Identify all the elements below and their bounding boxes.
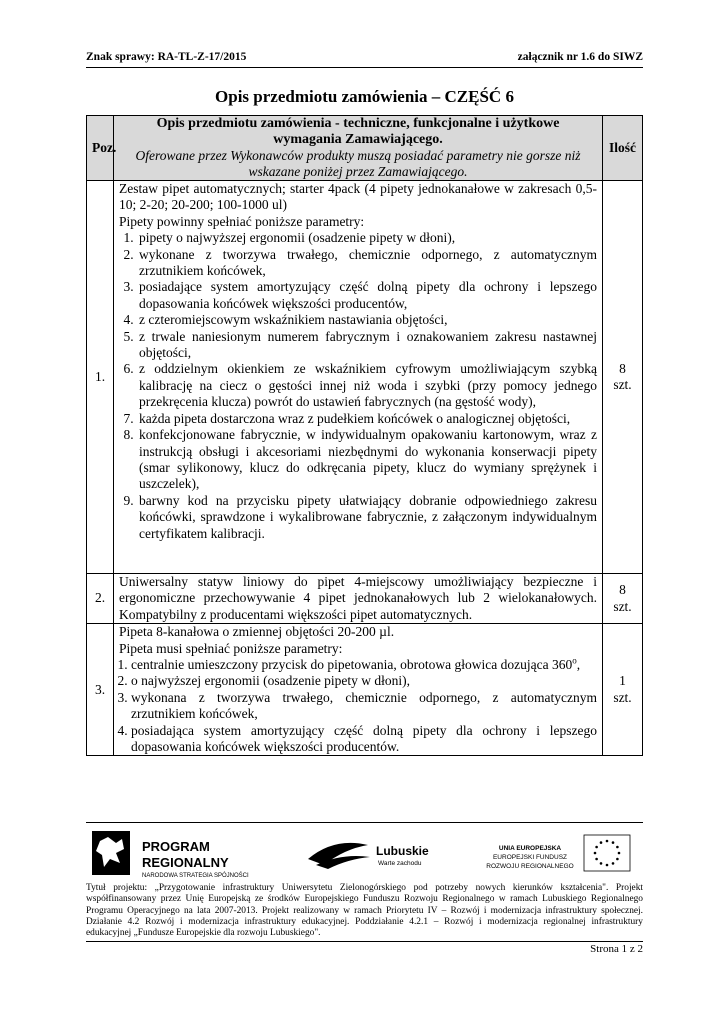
list-item: 3. posiadające system amortyzujący część dolną pipety dla ochrony i lepszego dopasowania końcówek większości producentów, bbox=[137, 279, 597, 312]
row-intro: Zestaw pipet automatycznych; starter 4pack (4 pipety jednokanałowe w zakresach 0,5-10; 2-20; 20-200; 100-1000 ul) bbox=[119, 181, 597, 213]
table-row bbox=[87, 624, 643, 756]
quantity-number: 1 bbox=[619, 673, 626, 689]
list-item: 9. barwny kod na przycisku pipety ułatwiający dobranie odpowiedniego zakresu końcówki, sprawdzone i wykalibrowane fabrycznie, z załączonym indywidualnym certyfikatem kalibracji. bbox=[137, 493, 597, 542]
lubuskie-slogan: Warte zachodu bbox=[378, 860, 422, 867]
row-intro: Pipeta 8-kanałowa o zmiennej objętości 20-200 µl. bbox=[119, 624, 395, 640]
program-line3: NARODOWA STRATEGIA SPÓJNOŚCI bbox=[142, 873, 249, 879]
list-item-end: , bbox=[576, 657, 581, 673]
document-title: Opis przedmiotu zamówienia – CZĘŚĆ 6 bbox=[215, 87, 514, 106]
list-item: 2. o najwyższej ergonomii (osadzenie pipety w dłoni), bbox=[131, 673, 597, 689]
eu-line1: UNIA EUROPEJSKA bbox=[498, 845, 562, 852]
eu-star-icon bbox=[594, 852, 597, 855]
annex-label: załącznik nr 1.6 do SIWZ bbox=[517, 51, 643, 63]
page-header bbox=[86, 51, 643, 68]
row-position: 1. bbox=[87, 181, 114, 574]
case-number: Znak sprawy: RA-TL-Z-17/2015 bbox=[86, 51, 247, 63]
project-footer: Tytuł projektu: „Przygotowanie infrastruktury Uniwersytetu Zielonogórskiego pod potrzeby nowych kierunków kształcenia". Projekt współfinansowany przez Unię Europejską ze środków Europejskiego Funduszu Rozwoju Regionalnego w ramach Lubuskiego Regionalnego Programu Operacyjnego na lata 2007-2013. Projekt realizowany w ramach Priorytetu IV – Rozwój i modernizacja infrastruktury społecznej. Działanie 4.2 Rozwój i modernizacja infrastruktury edukacyjnej. Poddziałanie 4.2.1 – Rozwój i modernizacja regionalnej infrastruktury edukacyjnej „Fundusze Europejskie dla rozwoju Lubuskiego". bbox=[86, 883, 643, 942]
header-quantity: Ilość bbox=[603, 116, 643, 181]
list-item: 6. z oddzielnym okienkiem ze wskaźnikiem cyfrowym umożliwiającym szybką kalibrację na ciecz o gęstości innej niż woda i szybki (przy pomocy jednego przekręcenia klucza) powrót do ustawień fabrycznych (na gęstość wody), bbox=[137, 361, 597, 410]
table-header-row bbox=[87, 116, 643, 181]
eu-line3: ROZWOJU REGIONALNEGO bbox=[486, 863, 574, 870]
header-poz: Poz. bbox=[87, 116, 114, 181]
header-description bbox=[114, 116, 603, 181]
table-row bbox=[87, 181, 643, 574]
lubuskie-name: Lubuskie bbox=[376, 844, 429, 858]
eu-line2: EUROPEJSKI FUNDUSZ bbox=[492, 854, 568, 861]
eu-star-icon bbox=[612, 862, 615, 865]
list-item: 1. pipety o najwyższej ergonomii (osadzenie pipety w dłoni), bbox=[137, 230, 597, 246]
row-quantity bbox=[603, 181, 643, 574]
row-quantity bbox=[603, 624, 643, 756]
eu-star-icon bbox=[595, 846, 598, 849]
eu-star-icon bbox=[618, 852, 621, 855]
row-description bbox=[114, 624, 603, 756]
eu-star-icon bbox=[606, 864, 609, 867]
quantity-unit: szt. bbox=[613, 598, 632, 614]
eu-star-icon bbox=[606, 840, 609, 843]
row-lead: Pipeta musi spełniać poniższe parametry: bbox=[119, 640, 343, 656]
degree-sup: o bbox=[572, 655, 577, 666]
row-position: 2. bbox=[87, 574, 114, 624]
lubuskie-logo bbox=[308, 843, 429, 869]
logo-band bbox=[86, 822, 643, 883]
table-row bbox=[87, 574, 643, 624]
page-number: Strona 1 z 2 bbox=[590, 943, 643, 955]
list-item: 4. z czteromiejscowym wskaźnikiem nastawiania objętości, bbox=[137, 312, 597, 328]
header-desc-line1: Opis przedmiotu zamówienia - techniczne, funkcjonalne i użytkowe bbox=[156, 116, 560, 131]
row-position: 3. bbox=[87, 624, 114, 756]
quantity-unit: szt. bbox=[613, 689, 632, 705]
eu-star-icon bbox=[616, 846, 619, 849]
list-item: 8. konfekcjonowane fabrycznie, w indywidualnym opakowaniu kartonowym, wraz z instrukcją obsługi i akcesoriami niezbędnymi do wykonania konserwacji pipety (smar sylikonowy, klucz do odkręcania pipety, klucz do wymiany sprężynek i uszczelek), bbox=[137, 427, 597, 493]
list-item: 3. wykonana z tworzywa trwałego, chemicznie odpornego, z automatycznym zrzutnikiem końcówek, bbox=[131, 690, 597, 723]
parameter-list bbox=[119, 230, 597, 542]
eu-star-icon bbox=[595, 858, 598, 861]
program-regionalny-logo bbox=[92, 831, 249, 879]
row-description bbox=[114, 181, 603, 574]
program-line2: REGIONALNY bbox=[142, 855, 229, 870]
quantity-unit: szt. bbox=[613, 377, 632, 392]
eu-star-icon bbox=[612, 841, 615, 844]
quantity-number: 8 bbox=[619, 360, 626, 376]
row-description: Uniwersalny statyw liniowy do pipet 4-miejscowy umożliwiający bezpieczne i ergonomiczne przechowywanie 4 pipet jednokanałowych lub 2 wielokanałowych. Kompatybilny z producentami większości pipet automatycznych. bbox=[114, 574, 603, 624]
list-item: 2. wykonane z tworzywa trwałego, chemicznie odpornego, z automatycznym zrzutnikiem końcówek, bbox=[137, 247, 597, 280]
header-desc-line2: wymagania Zamawiającego. bbox=[273, 132, 443, 147]
specification-table bbox=[86, 115, 643, 756]
eu-star-icon bbox=[600, 862, 603, 865]
list-item bbox=[131, 657, 597, 673]
row-quantity bbox=[603, 574, 643, 624]
eu-star-icon bbox=[616, 858, 619, 861]
quantity-number: 8 bbox=[619, 582, 626, 598]
list-item: 7. każda pipeta dostarczona wraz z pudełkiem końcówek o analogicznej objętości, bbox=[137, 411, 597, 427]
program-line1: PROGRAM bbox=[142, 839, 210, 854]
row-lead: Pipety powinny spełniać poniższe parametry: bbox=[119, 213, 365, 229]
header-desc-note: Oferowane przez Wykonawców produkty muszą posiadać parametry nie gorsze niż wskazane poniżej przez Zamawiającego. bbox=[135, 148, 581, 179]
list-item: 4. posiadająca system amortyzujący część dolną pipety dla ochrony i lepszego dopasowania końcówek większości producentów. bbox=[131, 723, 597, 756]
eu-star-icon bbox=[600, 841, 603, 844]
list-item-text: centralnie umieszczony przycisk do pipetowania, obrotowa głowica dozująca 360 bbox=[131, 657, 573, 673]
list-item: 5. z trwale naniesionym numerem fabrycznym i oznakowaniem zakresu nastawnej objętości, bbox=[137, 329, 597, 362]
eu-logo bbox=[486, 835, 630, 871]
parameter-list bbox=[119, 657, 597, 755]
logos-svg bbox=[86, 823, 643, 883]
